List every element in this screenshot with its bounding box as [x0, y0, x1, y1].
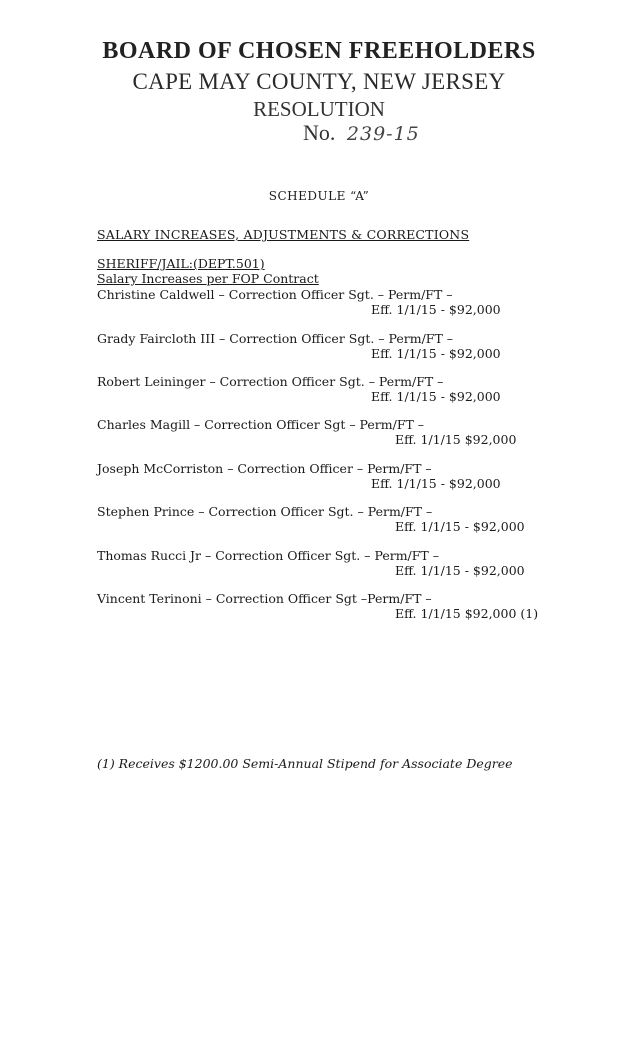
- list-item: [97, 331, 557, 361]
- board-title: BOARD OF CHOSEN FREEHOLDERS: [102, 38, 536, 64]
- list-item: [97, 548, 557, 578]
- subheading: Salary Increases per FOP Contract: [97, 271, 319, 286]
- entry-effective-line: Eff. 1/1/15 - $92,000: [371, 389, 501, 404]
- department-heading: SHERIFF/JAIL:(DEPT.501): [97, 256, 265, 271]
- entry-effective-line: Eff. 1/1/15 - $92,000: [371, 302, 501, 317]
- resolution-number-handwritten: 239-15: [346, 123, 420, 145]
- resolution-title: RESOLUTION: [253, 97, 385, 121]
- list-item: [97, 591, 557, 621]
- resolution-number-label: No.: [303, 120, 336, 145]
- entry-name-line: Christine Caldwell – Correction Officer Sgt. – Perm/FT –: [97, 287, 453, 302]
- county-title: CAPE MAY COUNTY, NEW JERSEY: [132, 69, 506, 94]
- list-item: [97, 504, 557, 534]
- entry-name-line: Vincent Terinoni – Correction Officer Sgt –Perm/FT –: [97, 591, 432, 606]
- section-title: SALARY INCREASES, ADJUSTMENTS & CORRECTIONS: [97, 227, 470, 242]
- entry-effective-line: Eff. 1/1/15 - $92,000: [395, 563, 525, 578]
- footnote: (1) Receives $1200.00 Semi-Annual Stipend for Associate Degree: [97, 756, 513, 771]
- entry-name-line: Joseph McCorriston – Correction Officer – Perm/FT –: [97, 461, 432, 476]
- list-item: [97, 374, 557, 404]
- entry-name-line: Charles Magill – Correction Officer Sgt – Perm/FT –: [97, 417, 425, 432]
- list-item: [97, 287, 557, 317]
- list-item: [97, 461, 557, 491]
- entry-name-line: Robert Leininger – Correction Officer Sgt. – Perm/FT –: [97, 374, 444, 389]
- entry-name-line: Thomas Rucci Jr – Correction Officer Sgt. – Perm/FT –: [97, 548, 439, 563]
- entry-name-line: Grady Faircloth III – Correction Officer Sgt. – Perm/FT –: [97, 331, 454, 346]
- schedule-heading: SCHEDULE “A”: [268, 189, 370, 203]
- entry-effective-line: Eff. 1/1/15 - $92,000: [371, 346, 501, 361]
- entry-effective-line: Eff. 1/1/15 - $92,000: [395, 519, 525, 534]
- entry-name-line: Stephen Prince – Correction Officer Sgt. – Perm/FT –: [97, 504, 433, 519]
- entry-effective-line: Eff. 1/1/15 - $92,000: [371, 476, 501, 491]
- entry-effective-line: Eff. 1/1/15 $92,000 (1): [395, 606, 539, 621]
- list-item: [97, 417, 557, 447]
- resolution-number: [303, 120, 420, 146]
- entry-effective-line: Eff. 1/1/15 $92,000: [395, 432, 517, 447]
